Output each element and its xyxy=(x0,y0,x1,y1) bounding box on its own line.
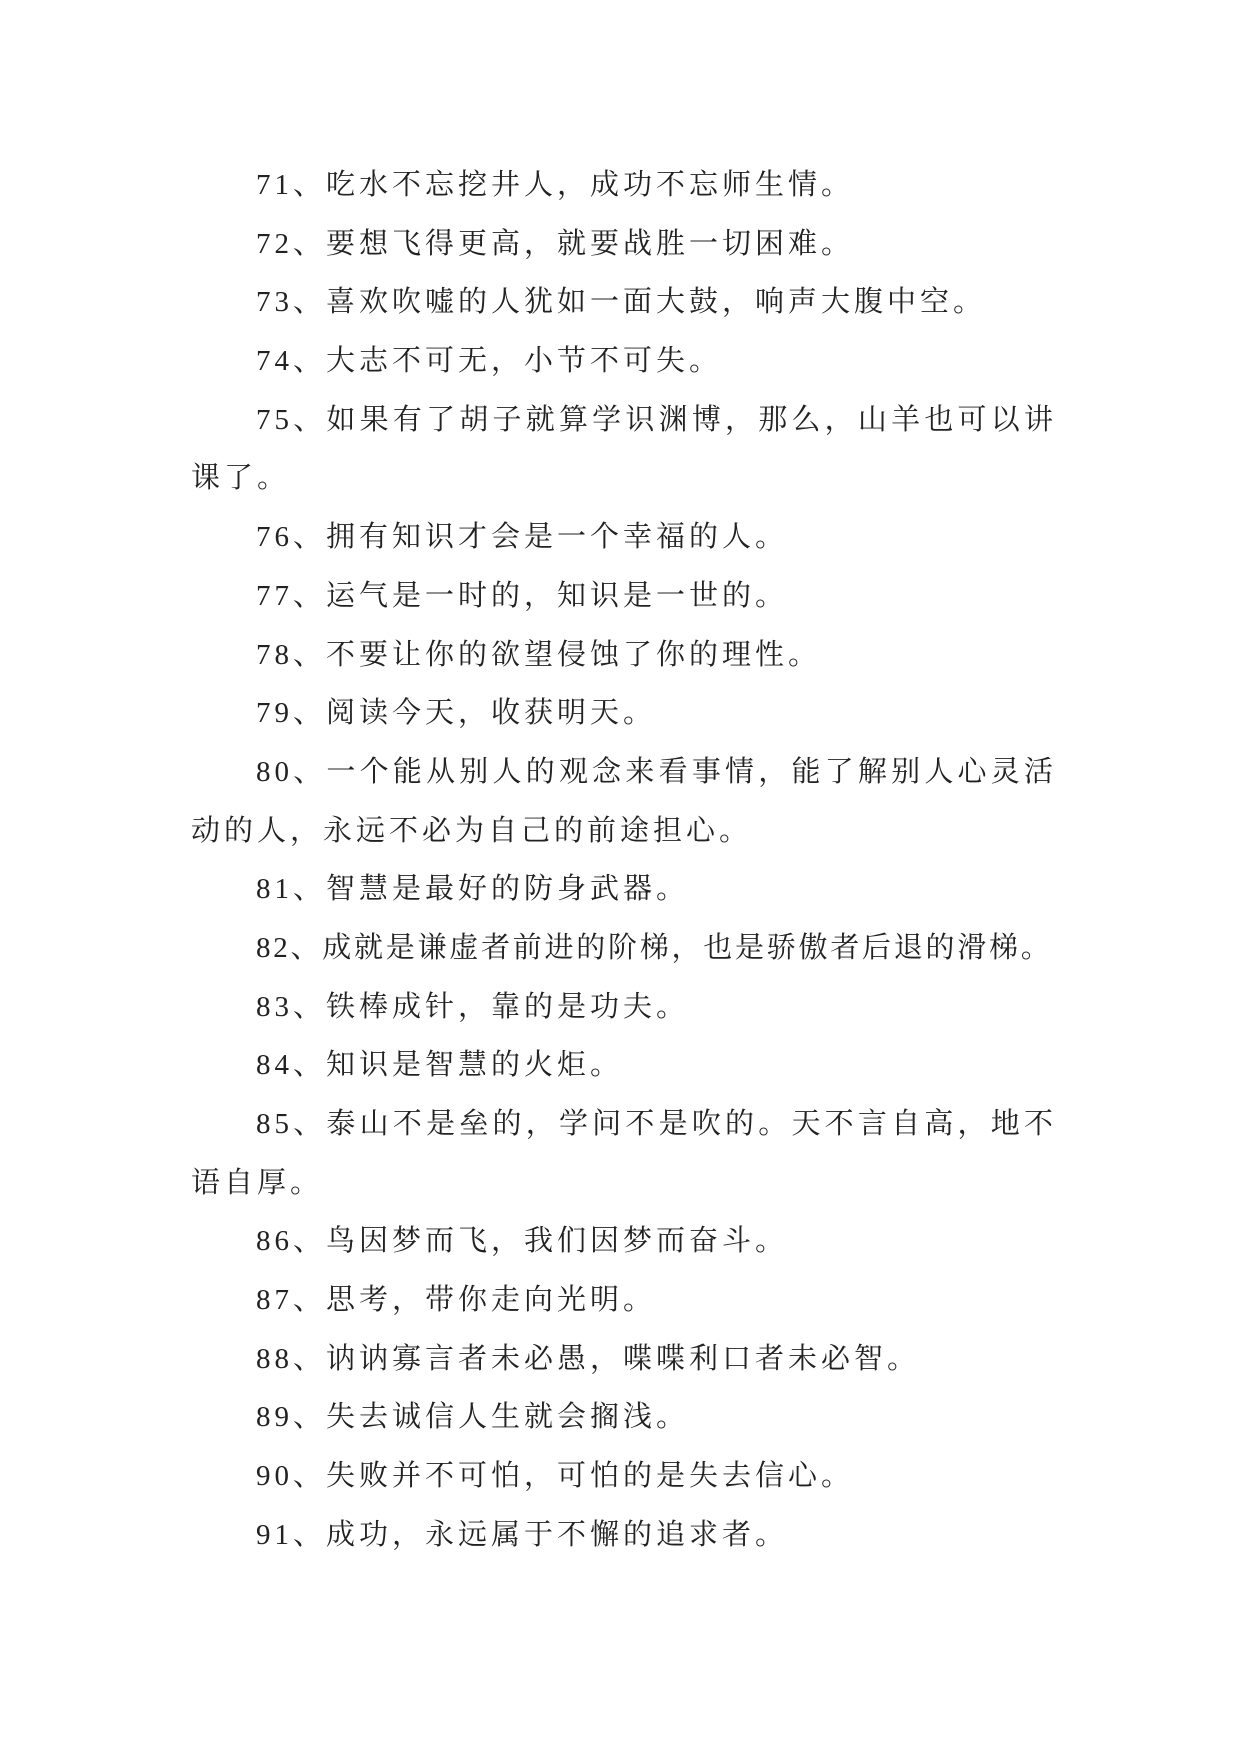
list-item-text: 89、失去诚信人生就会搁浅。 xyxy=(256,1401,690,1434)
list-item-continuation: 课了。 xyxy=(191,462,291,495)
list-item xyxy=(191,1036,1057,1095)
list-item-text: 71、吃水不忘挖井人，成功不忘师生情。 xyxy=(256,169,855,201)
list-item xyxy=(191,626,1057,685)
list-item-text: 82、成就是谦虚者前进的阶梯，也是骄傲者后退的滑梯。 xyxy=(256,931,1053,964)
list-item-text: 88、讷讷寡言者未必愚，喋喋利口者未必智。 xyxy=(256,1342,921,1375)
list-item xyxy=(191,1330,1057,1389)
list-item xyxy=(191,215,1057,274)
list-item xyxy=(191,743,1057,860)
list-item xyxy=(191,508,1057,567)
list-item xyxy=(191,978,1057,1037)
list-item xyxy=(191,273,1057,332)
list-item xyxy=(191,684,1057,743)
list-item-text: 80、一个能从别人的观念来看事情，能了解别人心灵活 xyxy=(256,755,1057,788)
list-item-text: 83、铁棒成针，靠的是功夫。 xyxy=(256,990,690,1023)
list-item-text: 72、要想飞得更高，就要战胜一切困难。 xyxy=(256,227,855,260)
list-item-text: 87、思考，带你走向光明。 xyxy=(256,1284,657,1317)
list-item xyxy=(191,1506,1057,1565)
list-item-text: 77、运气是一时的，知识是一世的。 xyxy=(256,579,789,612)
list-item-text: 81、智慧是最好的防身武器。 xyxy=(256,873,690,906)
list-item xyxy=(191,1447,1057,1506)
list-item-text: 78、不要让你的欲望侵蚀了你的理性。 xyxy=(256,638,822,671)
list-item-continuation: 动的人，永远不必为自己的前途担心。 xyxy=(191,814,753,847)
list-item-text: 79、阅读今天，收获明天。 xyxy=(256,697,657,730)
list-item xyxy=(191,919,1057,978)
list-item-text: 86、鸟因梦而飞，我们因梦而奋斗。 xyxy=(256,1225,789,1258)
list-item-text: 84、知识是智慧的火炬。 xyxy=(256,1049,624,1082)
list-item-text: 74、大志不可无，小节不可失。 xyxy=(256,345,723,378)
list-item xyxy=(191,1212,1057,1271)
list-item-text: 91、成功，永远属于不懈的追求者。 xyxy=(256,1518,789,1551)
list-item-continuation: 语自厚。 xyxy=(191,1166,324,1199)
list-item-text: 75、如果有了胡子就算学识渊博，那么，山羊也可以讲 xyxy=(256,403,1057,436)
list-item xyxy=(191,156,1057,215)
list-item-text: 76、拥有知识才会是一个幸福的人。 xyxy=(256,521,789,554)
list-item-text: 85、泰山不是垒的，学问不是吹的。天不言自高，地不 xyxy=(256,1108,1057,1140)
list-item-text: 90、失败并不可怕，可怕的是失去信心。 xyxy=(256,1460,855,1493)
list-item xyxy=(191,1095,1057,1212)
list-item xyxy=(191,332,1057,391)
list-item-text: 73、喜欢吹嘘的人犹如一面大鼓，响声大腹中空。 xyxy=(256,286,987,319)
list-item xyxy=(191,1271,1057,1330)
quote-list xyxy=(191,156,1057,1565)
list-item xyxy=(191,860,1057,919)
list-item xyxy=(191,391,1057,508)
list-item xyxy=(191,567,1057,626)
list-item xyxy=(191,1388,1057,1447)
